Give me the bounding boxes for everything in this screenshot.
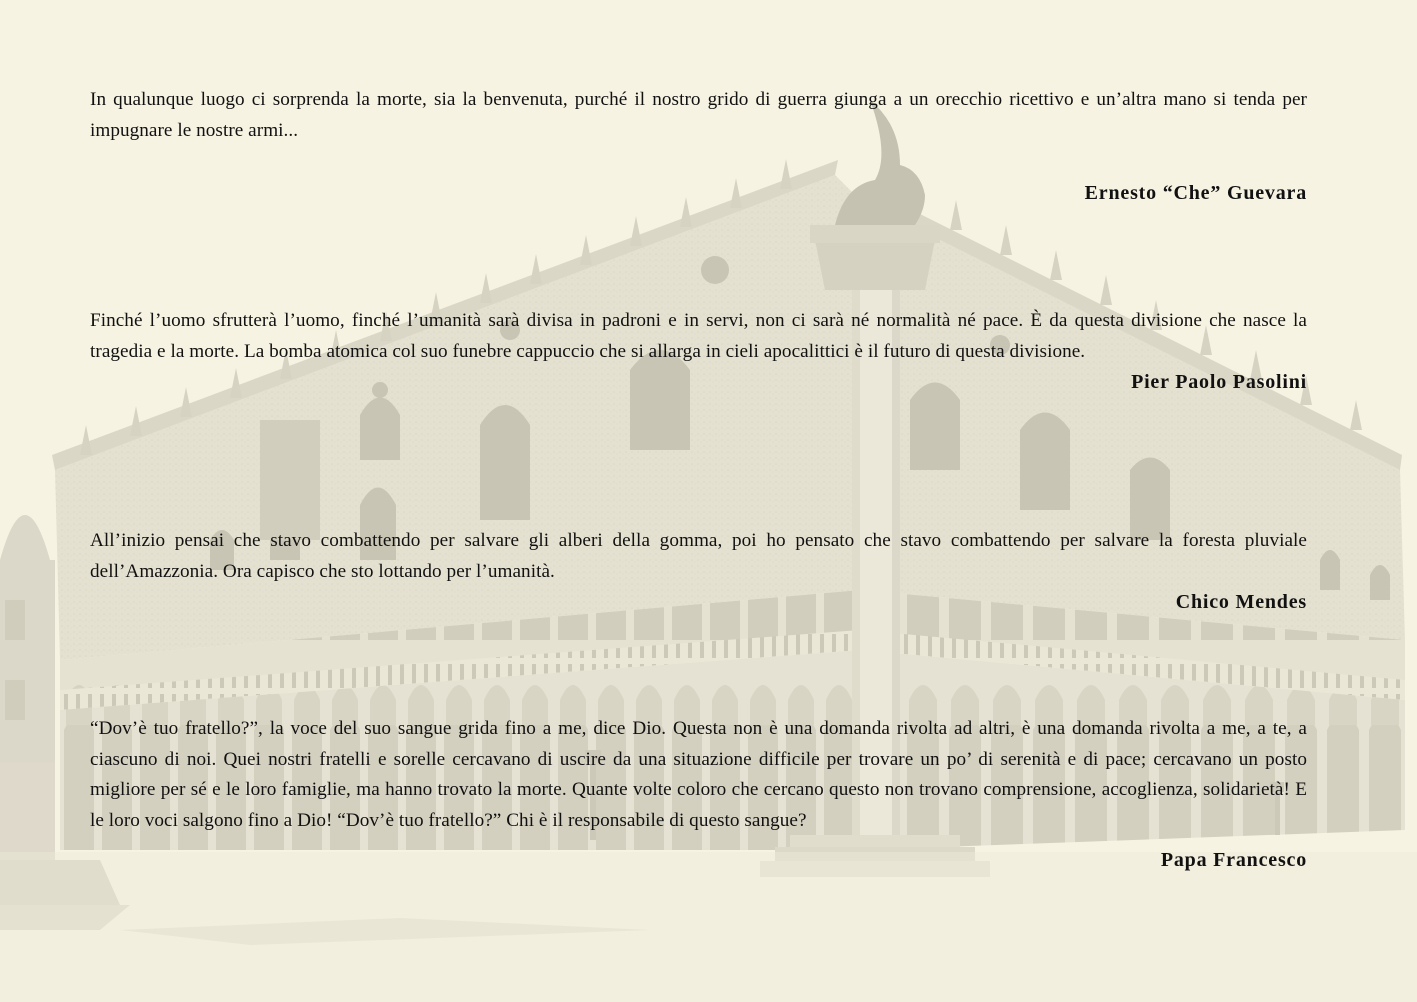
quote-author: Papa Francesco bbox=[1160, 849, 1307, 871]
quote-text: All’inizio pensai che stavo combattendo per salvare gli alberi della gomma, poi ho pensato che stavo combattendo per salvare la foresta pluviale dell’Amazzonia. Ora capisco che sto lottando per l’umanità. bbox=[90, 530, 1307, 582]
quote-author: Pier Paolo Pasolini bbox=[1131, 371, 1307, 393]
quote-author: Chico Mendes bbox=[1175, 591, 1307, 613]
quote-guevara bbox=[90, 85, 1307, 208]
quote-pasolini bbox=[90, 306, 1307, 397]
quote-text: Finché l’uomo sfrutterà l’uomo, finché l’umanità sarà divisa in padroni e in servi, non ci sarà né normalità né pace. È da questa divisione che nasce la tragedia e la morte. La bomba atomica col suo funebre cappuccio che si allarga in cieli apocalittici è il futuro di questa divisione. bbox=[90, 310, 1307, 362]
quote-papa-francesco bbox=[90, 714, 1307, 875]
quote-text: “Dov’è tuo fratello?”, la voce del suo sangue grida fino a me, dice Dio. Questa non è una domanda rivolta ad altri, è una domanda rivolta a me, a te, a ciascuno di noi. Quei nostri fratelli e sorelle cercavano di uscire da una situazione difficile per trovare un po’ di serenità e di pace; cercavano un posto migliore per sé e le loro famiglie, ma hanno trovato la morte. Quante volte coloro che cercano questo non trovano comprensione, accoglienza, solidarietà! E le loro voci salgono fino a Dio! “Dov’è tuo fratello?” Chi è il responsabile di questo sangue? bbox=[90, 718, 1307, 831]
quote-mendes bbox=[90, 526, 1307, 617]
quote-text: In qualunque luogo ci sorprenda la morte, sia la benvenuta, purché il nostro grido di guerra giunga a un orecchio ricettivo e un’altra mano si tenda per impugnare le nostre armi... bbox=[90, 89, 1307, 141]
quote-author: Ernesto “Che” Guevara bbox=[1084, 182, 1307, 204]
